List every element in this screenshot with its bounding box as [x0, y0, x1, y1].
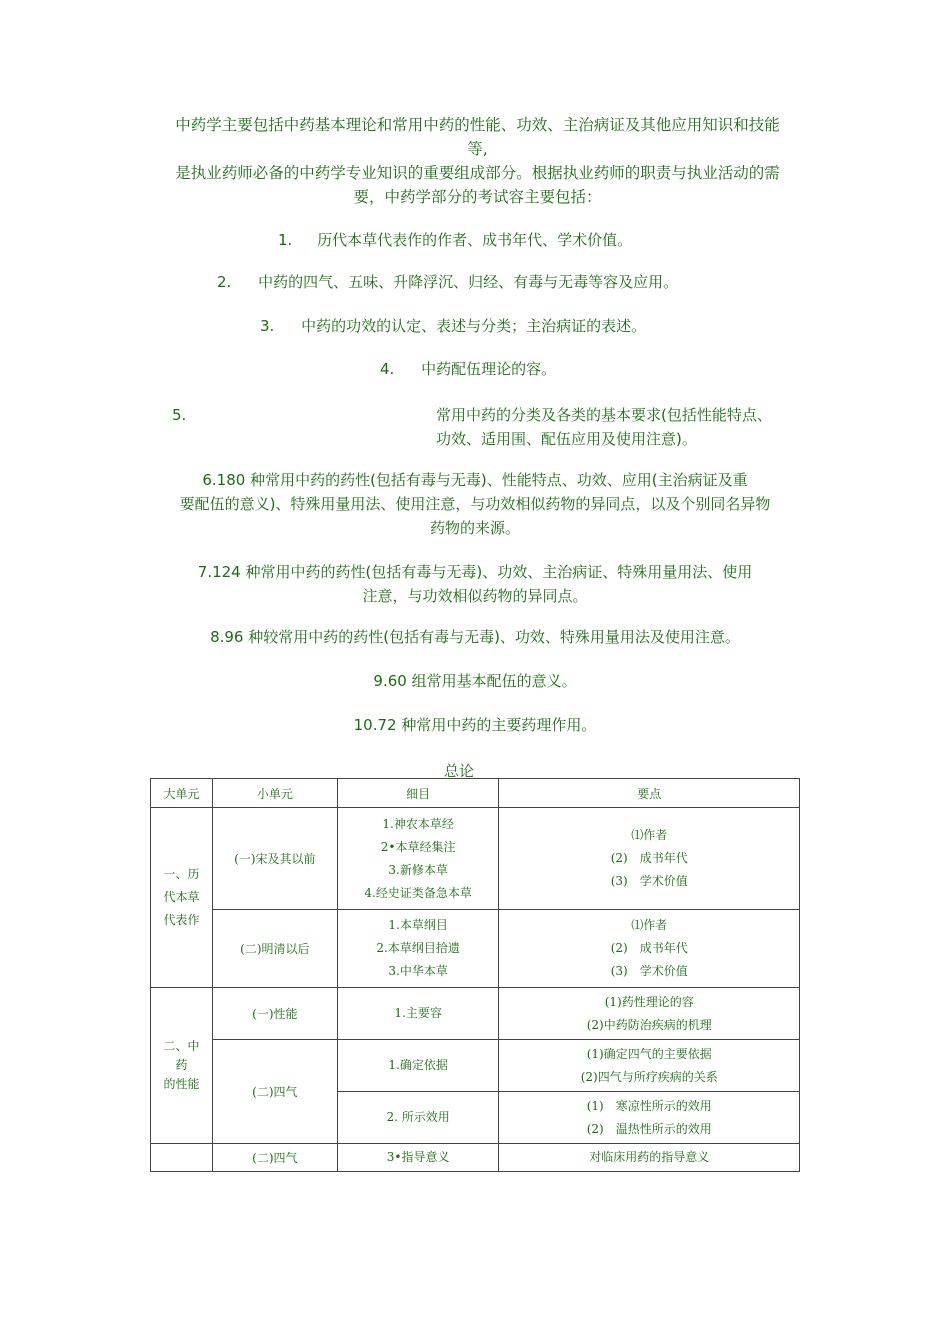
detail-cell — [337, 1092, 499, 1144]
cell-line: 4.经史证类备急本草 — [364, 885, 472, 900]
item-text: 功效、适用围、配伍应用及使用注意)。 — [436, 430, 697, 448]
cell-line: 2•本草经集注 — [380, 839, 456, 854]
major-unit-cell — [151, 808, 213, 988]
table-header-row — [151, 779, 800, 808]
item-text: 中药的四气、五味、升降浮沉、归经、有毒与无毒等容及应用。 — [258, 273, 679, 291]
item-number: 1. — [278, 231, 293, 249]
intro-line: 等, — [467, 140, 488, 158]
header-major-unit: 大单元 — [151, 779, 213, 808]
major-unit-cell — [151, 988, 213, 1144]
item-text: 9.60 组常用基本配伍的意义。 — [373, 672, 577, 690]
item-text: 6.180 种常用中药的药性(包括有毒与无毒)、性能特点、功效、应用(主治病证及重 — [202, 471, 748, 489]
cell-line: 一、历 — [163, 867, 200, 881]
table-row — [151, 808, 800, 910]
item-text: 10.72 种常用中药的主要药理作用。 — [353, 716, 597, 734]
minor-unit-cell: (二)四气 — [212, 1040, 337, 1144]
cell-line: (1)药性理论的容 — [604, 994, 694, 1009]
intro-paragraph — [140, 113, 815, 209]
cell-line: 药 — [175, 1058, 188, 1072]
key-points-cell — [499, 1144, 800, 1172]
intro-line: 是执业药师必备的中药学专业知识的重要组成部分。根据执业药师的职责与执业活动的需 — [175, 164, 780, 182]
item-text: 中药配伍理论的容。 — [421, 360, 557, 378]
cell-line: (1) 寒凉性所示的效用 — [586, 1098, 712, 1113]
item-text: 历代本草代表作的作者、成书年代、学术价值。 — [317, 231, 633, 249]
key-points-cell — [499, 988, 800, 1040]
item-text: 药物的来源。 — [429, 519, 520, 537]
list-item-8 — [130, 625, 820, 649]
cell-line: ⑴作者 — [631, 828, 668, 842]
cell-line: (2)中药防治疾病的机理 — [586, 1017, 712, 1032]
item-number: 3. — [260, 317, 275, 335]
major-unit-cell — [151, 1144, 213, 1172]
intro-line: 中药学主要包括中药基本理论和常用中药的性能、功效、主治病证及其他应用知识和技能 — [175, 116, 780, 134]
list-item-9 — [130, 669, 820, 693]
cell-line: 2. 所示效用 — [386, 1110, 450, 1124]
item-text: 7.124 种常用中药的药性(包括有毒与无毒)、功效、主治病证、特殊用量用法、使用 — [197, 563, 753, 581]
table-row — [151, 1040, 800, 1092]
minor-unit-cell: (一)宋及其以前 — [212, 808, 337, 910]
cell-line: 对临床用药的指导意义 — [589, 1150, 710, 1164]
cell-line: 代本草 — [163, 890, 200, 904]
list-item-7 — [130, 560, 820, 608]
item-text: 注意，与功效相似药物的异同点。 — [362, 587, 588, 605]
table-row — [151, 910, 800, 988]
minor-unit-cell: (一)性能 — [212, 988, 337, 1040]
intro-line: 要，中药学部分的考试容主要包括： — [353, 188, 602, 206]
key-points-cell — [499, 910, 800, 988]
header-detail: 细目 — [337, 779, 499, 808]
list-item-5-number — [172, 403, 186, 427]
header-minor-unit: 小单元 — [212, 779, 337, 808]
header-key-points: 要点 — [499, 779, 800, 808]
detail-cell — [337, 1040, 499, 1092]
list-item-10 — [130, 713, 820, 737]
item-text: 中药的功效的认定、表述与分类；主治病证的表述。 — [301, 317, 647, 335]
cell-line: 1.本草纲目 — [388, 918, 448, 932]
cell-line: 1.神农本草经 — [382, 816, 454, 831]
item-number: 5. — [172, 406, 187, 424]
table-title: 总论 — [443, 762, 474, 780]
cell-line: (2) 成书年代 — [610, 851, 688, 865]
cell-line: (1)确定四气的主要依据 — [586, 1046, 712, 1061]
cell-line: 1.确定依据 — [388, 1058, 448, 1072]
detail-cell — [337, 910, 499, 988]
cell-line: 3.中华本草 — [388, 964, 448, 978]
table-row — [151, 1144, 800, 1172]
cell-line: 的性能 — [163, 1077, 200, 1091]
detail-cell — [337, 988, 499, 1040]
syllabus-table — [150, 778, 800, 1172]
cell-line: (2) 温热性所示的效用 — [586, 1121, 712, 1136]
item-number: 4. — [380, 360, 395, 378]
item-text: 常用中药的分类及各类的基本要求(包括性能特点、 — [436, 406, 772, 424]
minor-unit-cell: (二)四气 — [212, 1144, 337, 1172]
item-number: 2. — [217, 273, 232, 291]
list-item-6 — [130, 468, 820, 540]
key-points-cell — [499, 1092, 800, 1144]
key-points-cell — [499, 1040, 800, 1092]
detail-cell — [337, 1144, 499, 1172]
key-points-cell — [499, 808, 800, 910]
cell-line: 3.新修本草 — [388, 862, 448, 877]
cell-line: (3) 学术价值 — [610, 874, 688, 888]
minor-unit-cell: (二)明清以后 — [212, 910, 337, 988]
cell-line: 1.主要容 — [394, 1006, 442, 1020]
list-item-1 — [278, 228, 632, 252]
cell-line: ⑴作者 — [631, 918, 668, 932]
list-item-3 — [260, 314, 646, 338]
cell-line: (2) 成书年代 — [610, 941, 688, 955]
list-item-5-text — [436, 403, 772, 451]
table-row — [151, 988, 800, 1040]
list-item-2 — [217, 270, 678, 294]
item-text: 要配伍的意义)、特殊用量用法、使用注意，与功效相似药物的异同点，以及个别同名异物 — [179, 495, 771, 513]
cell-line: (3) 学术价值 — [610, 964, 688, 978]
cell-line: 3•指导意义 — [386, 1150, 450, 1164]
cell-line: 2.本草纲目拾遗 — [376, 941, 460, 955]
cell-line: 二、中 — [163, 1039, 200, 1053]
item-text: 8.96 种较常用中药的药性(包括有毒与无毒)、功效、特殊用量用法及使用注意。 — [210, 628, 740, 646]
list-item-4 — [380, 357, 556, 381]
cell-line: 代表作 — [163, 913, 200, 927]
detail-cell — [337, 808, 499, 910]
cell-line: (2)四气与所疗疾病的关系 — [580, 1069, 718, 1084]
